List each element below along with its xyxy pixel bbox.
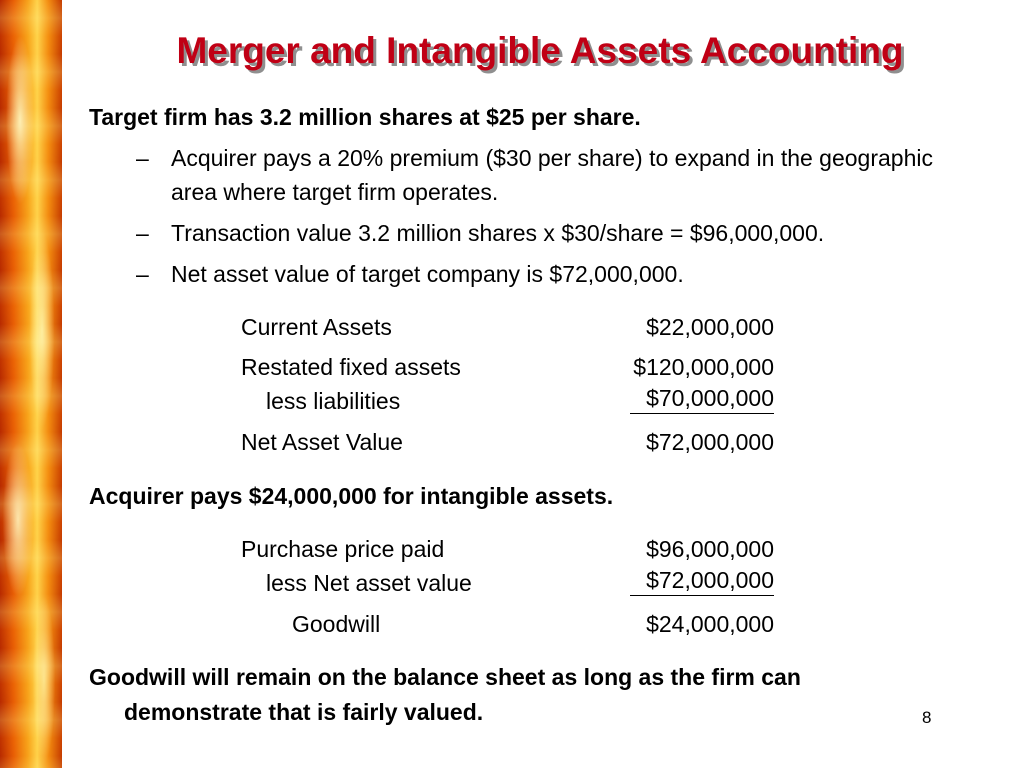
bullet-dash: – bbox=[136, 145, 149, 171]
row-label: Restated fixed assets bbox=[241, 354, 461, 380]
row-label: Purchase price paid bbox=[241, 536, 445, 562]
row-amount: $96,000,000 bbox=[646, 536, 774, 562]
row-amount: $72,000,000 bbox=[630, 566, 774, 596]
bullet-dash: – bbox=[136, 220, 149, 246]
row-amount: $120,000,000 bbox=[633, 354, 774, 380]
row-amount: $72,000,000 bbox=[646, 429, 774, 455]
table-row bbox=[241, 607, 774, 641]
bullet-item bbox=[136, 216, 976, 250]
row-label: Goodwill bbox=[292, 611, 381, 637]
row-amount: $22,000,000 bbox=[646, 314, 774, 340]
table-row bbox=[241, 310, 774, 344]
row-label: less Net asset value bbox=[266, 570, 472, 596]
conclusion-line-1: Goodwill will remain on the balance sheet as long as the firm can bbox=[89, 664, 801, 690]
bullet-text: Net asset value of target company is $72,000,000. bbox=[171, 261, 684, 287]
table-row bbox=[241, 350, 774, 384]
table-row bbox=[241, 532, 774, 566]
table-row bbox=[241, 384, 774, 418]
intro-text: Target firm has 3.2 million shares at $25 per share. bbox=[89, 104, 641, 130]
table-row bbox=[241, 425, 774, 459]
conclusion-line-2: demonstrate that is fairly valued. bbox=[124, 699, 484, 725]
page-number: 8 bbox=[922, 708, 932, 727]
row-label: Current Assets bbox=[241, 314, 392, 340]
row-amount: $70,000,000 bbox=[630, 384, 774, 414]
intangible-statement: Acquirer pays $24,000,000 for intangible assets. bbox=[89, 483, 614, 509]
row-amount: $24,000,000 bbox=[646, 611, 774, 637]
flame-decoration bbox=[0, 0, 62, 768]
bullet-text: Transaction value 3.2 million shares x $30/share = $96,000,000. bbox=[171, 220, 825, 246]
bullet-item bbox=[136, 257, 976, 291]
slide-title: Merger and Intangible Assets Accounting bbox=[176, 30, 904, 71]
table-row bbox=[241, 566, 774, 600]
bullet-dash: – bbox=[136, 261, 149, 287]
bullet-item bbox=[136, 141, 976, 209]
row-label: less liabilities bbox=[266, 388, 401, 414]
bullet-text: Acquirer pays a 20% premium ($30 per share) to expand in the geographic area where target firm operates. bbox=[171, 145, 933, 205]
row-label: Net Asset Value bbox=[241, 429, 403, 455]
